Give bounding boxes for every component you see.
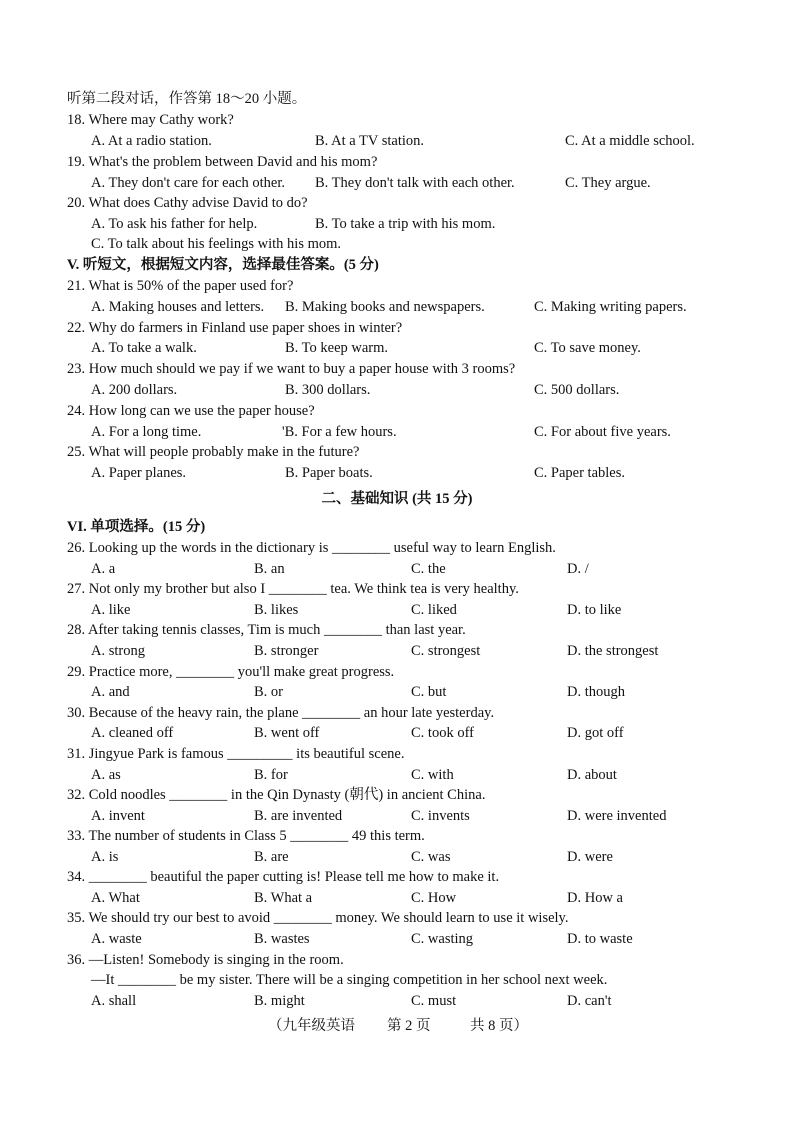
- option-c: C. Making writing papers.: [534, 299, 687, 315]
- option-a: A. Making houses and letters.: [91, 299, 265, 315]
- part2-heading: 二、基础知识 (共 15 分): [321, 491, 473, 507]
- question-28-options: [0, 641, 794, 662]
- option-b: B. What a: [254, 890, 313, 906]
- option-d: D. got off: [567, 725, 624, 741]
- option-b: B. At a TV station.: [315, 133, 425, 149]
- option-d: D. were invented: [567, 808, 667, 824]
- option-c: C. but: [411, 684, 447, 700]
- option-c: C. liked: [411, 602, 457, 618]
- question-36-reply: [0, 970, 794, 991]
- question-31: [0, 744, 794, 765]
- option-c: C. took off: [411, 725, 474, 741]
- question-33-options: [0, 847, 794, 868]
- question-text: 22. Why do farmers in Finland use paper shoes in winter?: [67, 320, 403, 336]
- option-a: A. waste: [91, 931, 142, 947]
- option-a: A. Paper planes.: [91, 465, 187, 481]
- option-c: C. must: [411, 993, 457, 1009]
- section-vi-title: VI. 单项选择。(15 分): [67, 519, 206, 535]
- option-a: A. a: [91, 561, 116, 577]
- question-text: 34. ________ beautiful the paper cutting is! Please tell me how to make it.: [67, 869, 500, 885]
- question-text: 27. Not only my brother but also I ________ tea. We think tea is very healthy.: [67, 581, 519, 597]
- question-text: 20. What does Cathy advise David to do?: [67, 195, 308, 211]
- question-text: 24. How long can we use the paper house?: [67, 403, 315, 419]
- option-b: B. stronger: [254, 643, 319, 659]
- option-b: B. 300 dollars.: [285, 382, 371, 398]
- option-b: B. might: [254, 993, 305, 1009]
- option-a: A. For a long time.: [91, 424, 202, 440]
- question-33: [0, 826, 794, 847]
- option-d: D. about: [567, 767, 617, 783]
- question-text: 26. Looking up the words in the dictionary is ________ useful way to learn English.: [67, 540, 556, 556]
- option-a: A. like: [91, 602, 131, 618]
- question-23-options: [0, 380, 794, 401]
- question-18: [0, 110, 794, 131]
- option-c: C. was: [411, 849, 451, 865]
- question-27: [0, 579, 794, 600]
- option-d: D. were: [567, 849, 613, 865]
- option-a: A. invent: [91, 808, 145, 824]
- option-d: D. can't: [567, 993, 612, 1009]
- option-c: C. 500 dollars.: [534, 382, 620, 398]
- question-22: [0, 318, 794, 339]
- question-21: [0, 276, 794, 297]
- question-36: [0, 950, 794, 971]
- question-29: [0, 662, 794, 683]
- option-b: B. Making books and newspapers.: [285, 299, 485, 315]
- option-c: C. wasting: [411, 931, 474, 947]
- question-34-options: [0, 888, 794, 909]
- option-a: A. They don't care for each other.: [91, 175, 285, 191]
- question-24-options: [0, 422, 794, 443]
- option-d: D. How a: [567, 890, 623, 906]
- option-a: A. and: [91, 684, 130, 700]
- option-a: A. To ask his father for help.: [91, 216, 258, 232]
- section-vi-title-line: [0, 517, 794, 538]
- question-20-options-2: [0, 234, 794, 255]
- question-19: [0, 152, 794, 173]
- footer-subject: （九年级英语: [268, 1018, 355, 1034]
- option-c: C. To save money.: [534, 340, 641, 356]
- question-25: [0, 442, 794, 463]
- question-30-options: [0, 723, 794, 744]
- option-a: A. At a radio station.: [91, 133, 212, 149]
- question-24: [0, 401, 794, 422]
- question-text-2: —It ________ be my sister. There will be a singing competition in her school next week.: [91, 972, 608, 988]
- question-text: 18. Where may Cathy work?: [67, 112, 234, 128]
- dialog2-instruction-line: [0, 89, 794, 110]
- section-v-title-line: [0, 255, 794, 276]
- option-a: A. To take a walk.: [91, 340, 197, 356]
- question-19-options: [0, 173, 794, 194]
- question-text: 28. After taking tennis classes, Tim is much ________ than last year.: [67, 622, 466, 638]
- option-a: A. shall: [91, 993, 137, 1009]
- dialog2-instruction: 听第二段对话，作答第 18～20 小题。: [67, 91, 307, 107]
- question-36-options: [0, 991, 794, 1012]
- option-b: B. or: [254, 684, 283, 700]
- question-27-options: [0, 600, 794, 621]
- question-21-options: [0, 297, 794, 318]
- question-text: 36. —Listen! Somebody is singing in the room.: [67, 952, 344, 968]
- question-29-options: [0, 682, 794, 703]
- option-b: B. are invented: [254, 808, 343, 824]
- question-text: 29. Practice more, ________ you'll make great progress.: [67, 664, 395, 680]
- question-20-options: [0, 214, 794, 235]
- question-30: [0, 703, 794, 724]
- question-text: 19. What's the problem between David and his mom?: [67, 154, 378, 170]
- option-a: A. is: [91, 849, 119, 865]
- question-34: [0, 867, 794, 888]
- question-text: 30. Because of the heavy rain, the plane ________ an hour late yesterday.: [67, 705, 495, 721]
- question-text: 25. What will people probably make in the future?: [67, 444, 360, 460]
- question-text: 33. The number of students in Class 5 ________ 49 this term.: [67, 828, 425, 844]
- question-text: 21. What is 50% of the paper used for?: [67, 278, 294, 294]
- option-c: C. To talk about his feelings with his mom.: [91, 236, 342, 252]
- question-text: 23. How much should we pay if we want to buy a paper house with 3 rooms?: [67, 361, 516, 377]
- option-b: B. likes: [254, 602, 299, 618]
- question-text: 32. Cold noodles ________ in the Qin Dynasty (朝代) in ancient China.: [67, 787, 486, 803]
- footer-page-number: 第 2 页: [387, 1018, 431, 1034]
- question-26-options: [0, 559, 794, 580]
- question-23: [0, 359, 794, 380]
- footer-total-pages: 共 8 页）: [470, 1018, 528, 1034]
- page-footer: [0, 1016, 794, 1037]
- question-35: [0, 908, 794, 929]
- option-c: C. How: [411, 890, 457, 906]
- question-18-options: [0, 131, 794, 152]
- option-c: C. For about five years.: [534, 424, 671, 440]
- option-b: B. To keep warm.: [285, 340, 389, 356]
- question-20: [0, 193, 794, 214]
- question-31-options: [0, 765, 794, 786]
- option-d: D. to waste: [567, 931, 633, 947]
- option-b: B. wastes: [254, 931, 310, 947]
- option-d: D. /: [567, 561, 589, 577]
- question-text: 35. We should try our best to avoid ________ money. We should learn to use it wisely.: [67, 910, 569, 926]
- question-32-options: [0, 806, 794, 827]
- option-b: B. They don't talk with each other.: [315, 175, 515, 191]
- option-a: A. cleaned off: [91, 725, 174, 741]
- question-22-options: [0, 338, 794, 359]
- option-b: B. are: [254, 849, 289, 865]
- option-c: C. Paper tables.: [534, 465, 626, 481]
- option-d: D. to like: [567, 602, 622, 618]
- option-c: C. invents: [411, 808, 470, 824]
- option-b: B. for: [254, 767, 288, 783]
- option-b: B. an: [254, 561, 285, 577]
- option-a: A. strong: [91, 643, 145, 659]
- question-32: [0, 785, 794, 806]
- option-a: A. What: [91, 890, 140, 906]
- option-d: D. the strongest: [567, 643, 659, 659]
- option-d: D. though: [567, 684, 625, 700]
- question-text: 31. Jingyue Park is famous _________ its beautiful scene.: [67, 746, 405, 762]
- option-a: A. 200 dollars.: [91, 382, 178, 398]
- question-35-options: [0, 929, 794, 950]
- question-25-options: [0, 463, 794, 484]
- option-b: B. Paper boats.: [285, 465, 373, 481]
- option-b: B. went off: [254, 725, 320, 741]
- option-a: A. as: [91, 767, 121, 783]
- option-c: C. with: [411, 767, 454, 783]
- part2-heading-line: [0, 489, 794, 510]
- question-26: [0, 538, 794, 559]
- section-v-title: V. 听短文，根据短文内容，选择最佳答案。(5 分): [67, 257, 379, 273]
- option-c: C. At a middle school.: [565, 133, 695, 149]
- option-b: B. To take a trip with his mom.: [315, 216, 496, 232]
- option-b: 'B. For a few hours.: [282, 424, 397, 440]
- option-c: C. the: [411, 561, 446, 577]
- option-c: C. strongest: [411, 643, 481, 659]
- question-28: [0, 620, 794, 641]
- option-c: C. They argue.: [565, 175, 651, 191]
